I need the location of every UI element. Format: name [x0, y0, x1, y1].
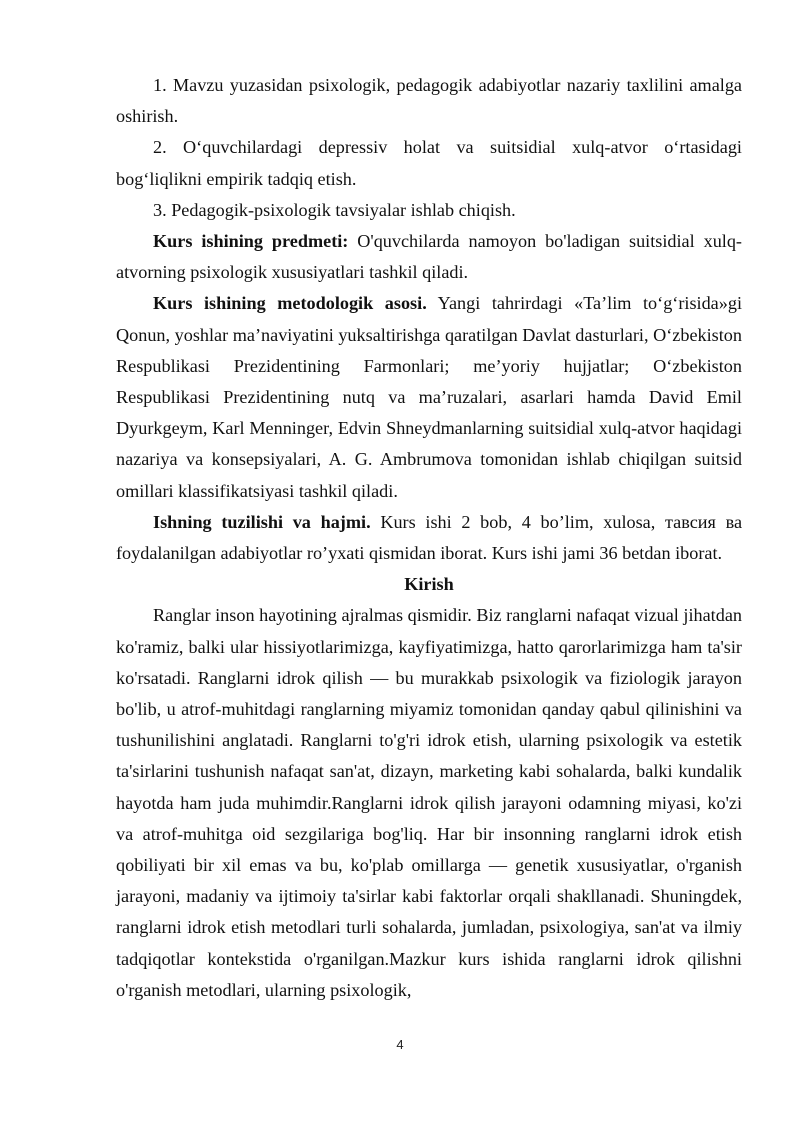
subject-label: Kurs ishining predmeti: [153, 231, 349, 252]
page-number: 4 [396, 1037, 404, 1052]
intro-heading: Kirish [404, 574, 454, 595]
task-item-3: 3. Pedagogik-psixologik tavsiyalar ishlab chiqish. [153, 199, 516, 220]
subject-text: O'quvchilarda namoyon bo'ladigan suitsidial xulq-atvorning psixologik xususiyatlari tashkil qiladi. [116, 231, 742, 283]
subject-paragraph [116, 226, 742, 288]
methodology-paragraph [116, 288, 742, 506]
structure-label: Ishning tuzilishi va hajmi. [153, 511, 371, 532]
document-page [116, 70, 742, 1006]
intro-paragraph: Ranglar inson hayotining ajralmas qismidir. Biz ranglarni nafaqat vizual jihatdan ko'ramiz, balki ular hissiyotlarimizga, kayfiyatimizga, hatto qarorlarimizga ham ta'sir ko'rsatadi. Ranglarni idrok qilish — bu murakkab psixologik va fiziologik jarayon bo'lib, u atrof-muhitdagi ranglarning miyamiz tomonidan qanday qabul qilinishini va tushunilishini anglatadi. Ranglarni to'g'ri idrok etish, ularning psixologik va estetik ta'sirlarini tushunish nafaqat san'at, dizayn, marketing kabi sohalarda, balki kundalik hayotda ham juda muhimdir.Ranglarni idrok qilish jarayoni odamning miyasi, ko'zi va atrof-muhitga oid sezgilariga bog'liq. Har bir insonning ranglarni idrok etish qobiliyati bir xil emas va bu, ko'plab omillarga — genetik xususiyatlar, o'rganish jarayoni, madaniy va ijtimoiy ta'sirlar kabi faktorlar orqali shakllanadi. Shuningdek, ranglarni idrok etish metodlari turli sohalarda, jumladan, psixologiya, san'at va ilmiy tadqiqotlar kontekstida o'rganilgan.Mazkur kurs ishida ranglarni idrok qilishni o'rganish metodlari, ularning psixologik, [116, 605, 742, 1000]
structure-paragraph [116, 507, 742, 569]
structure-text: Kurs ishi 2 bob, 4 bo’lim, xulosa, тавсия ва foydalanilgan adabiyotlar ro’yxati qismidan iborat. Kurs ishi jami 36 betdan iborat. [116, 511, 743, 564]
methodology-text: Yangi tahrirdagi «Ta’lim to‘g‘risida»gi Qonun, yoshlar ma’naviyatini yuksaltirishga qaratilgan Davlat dasturlari, O‘zbekiston Respublikasi Prezidentining Farmonlari; me’yoriy hujjatlar; O‘zbekiston Respublikasi Prezidentining nutq va ma’ruzalari, asarlari hamda David Emil Dyurkgeym, Karl Menninger, Edvin Shneydmanlarning suitsidial xulq-atvor haqidagi nazariya va konsepsiyalari, A. G. Ambrumova tomonidan ishlab chiqilgan suitsid omillari klassifikatsiyasi tashkil qiladi. [116, 293, 743, 501]
task-item-1: 1. Mavzu yuzasidan psixologik, pedagogik adabiyotlar nazariy taxlilini amalga oshirish. [116, 75, 742, 127]
methodology-label: Kurs ishining metodologik asosi. [153, 293, 427, 314]
task-item-2: 2. O‘quvchilardagi depressiv holat va suitsidial xulq-atvor o‘rtasidagi bog‘liqlikni empirik tadqiq etish. [116, 137, 742, 189]
